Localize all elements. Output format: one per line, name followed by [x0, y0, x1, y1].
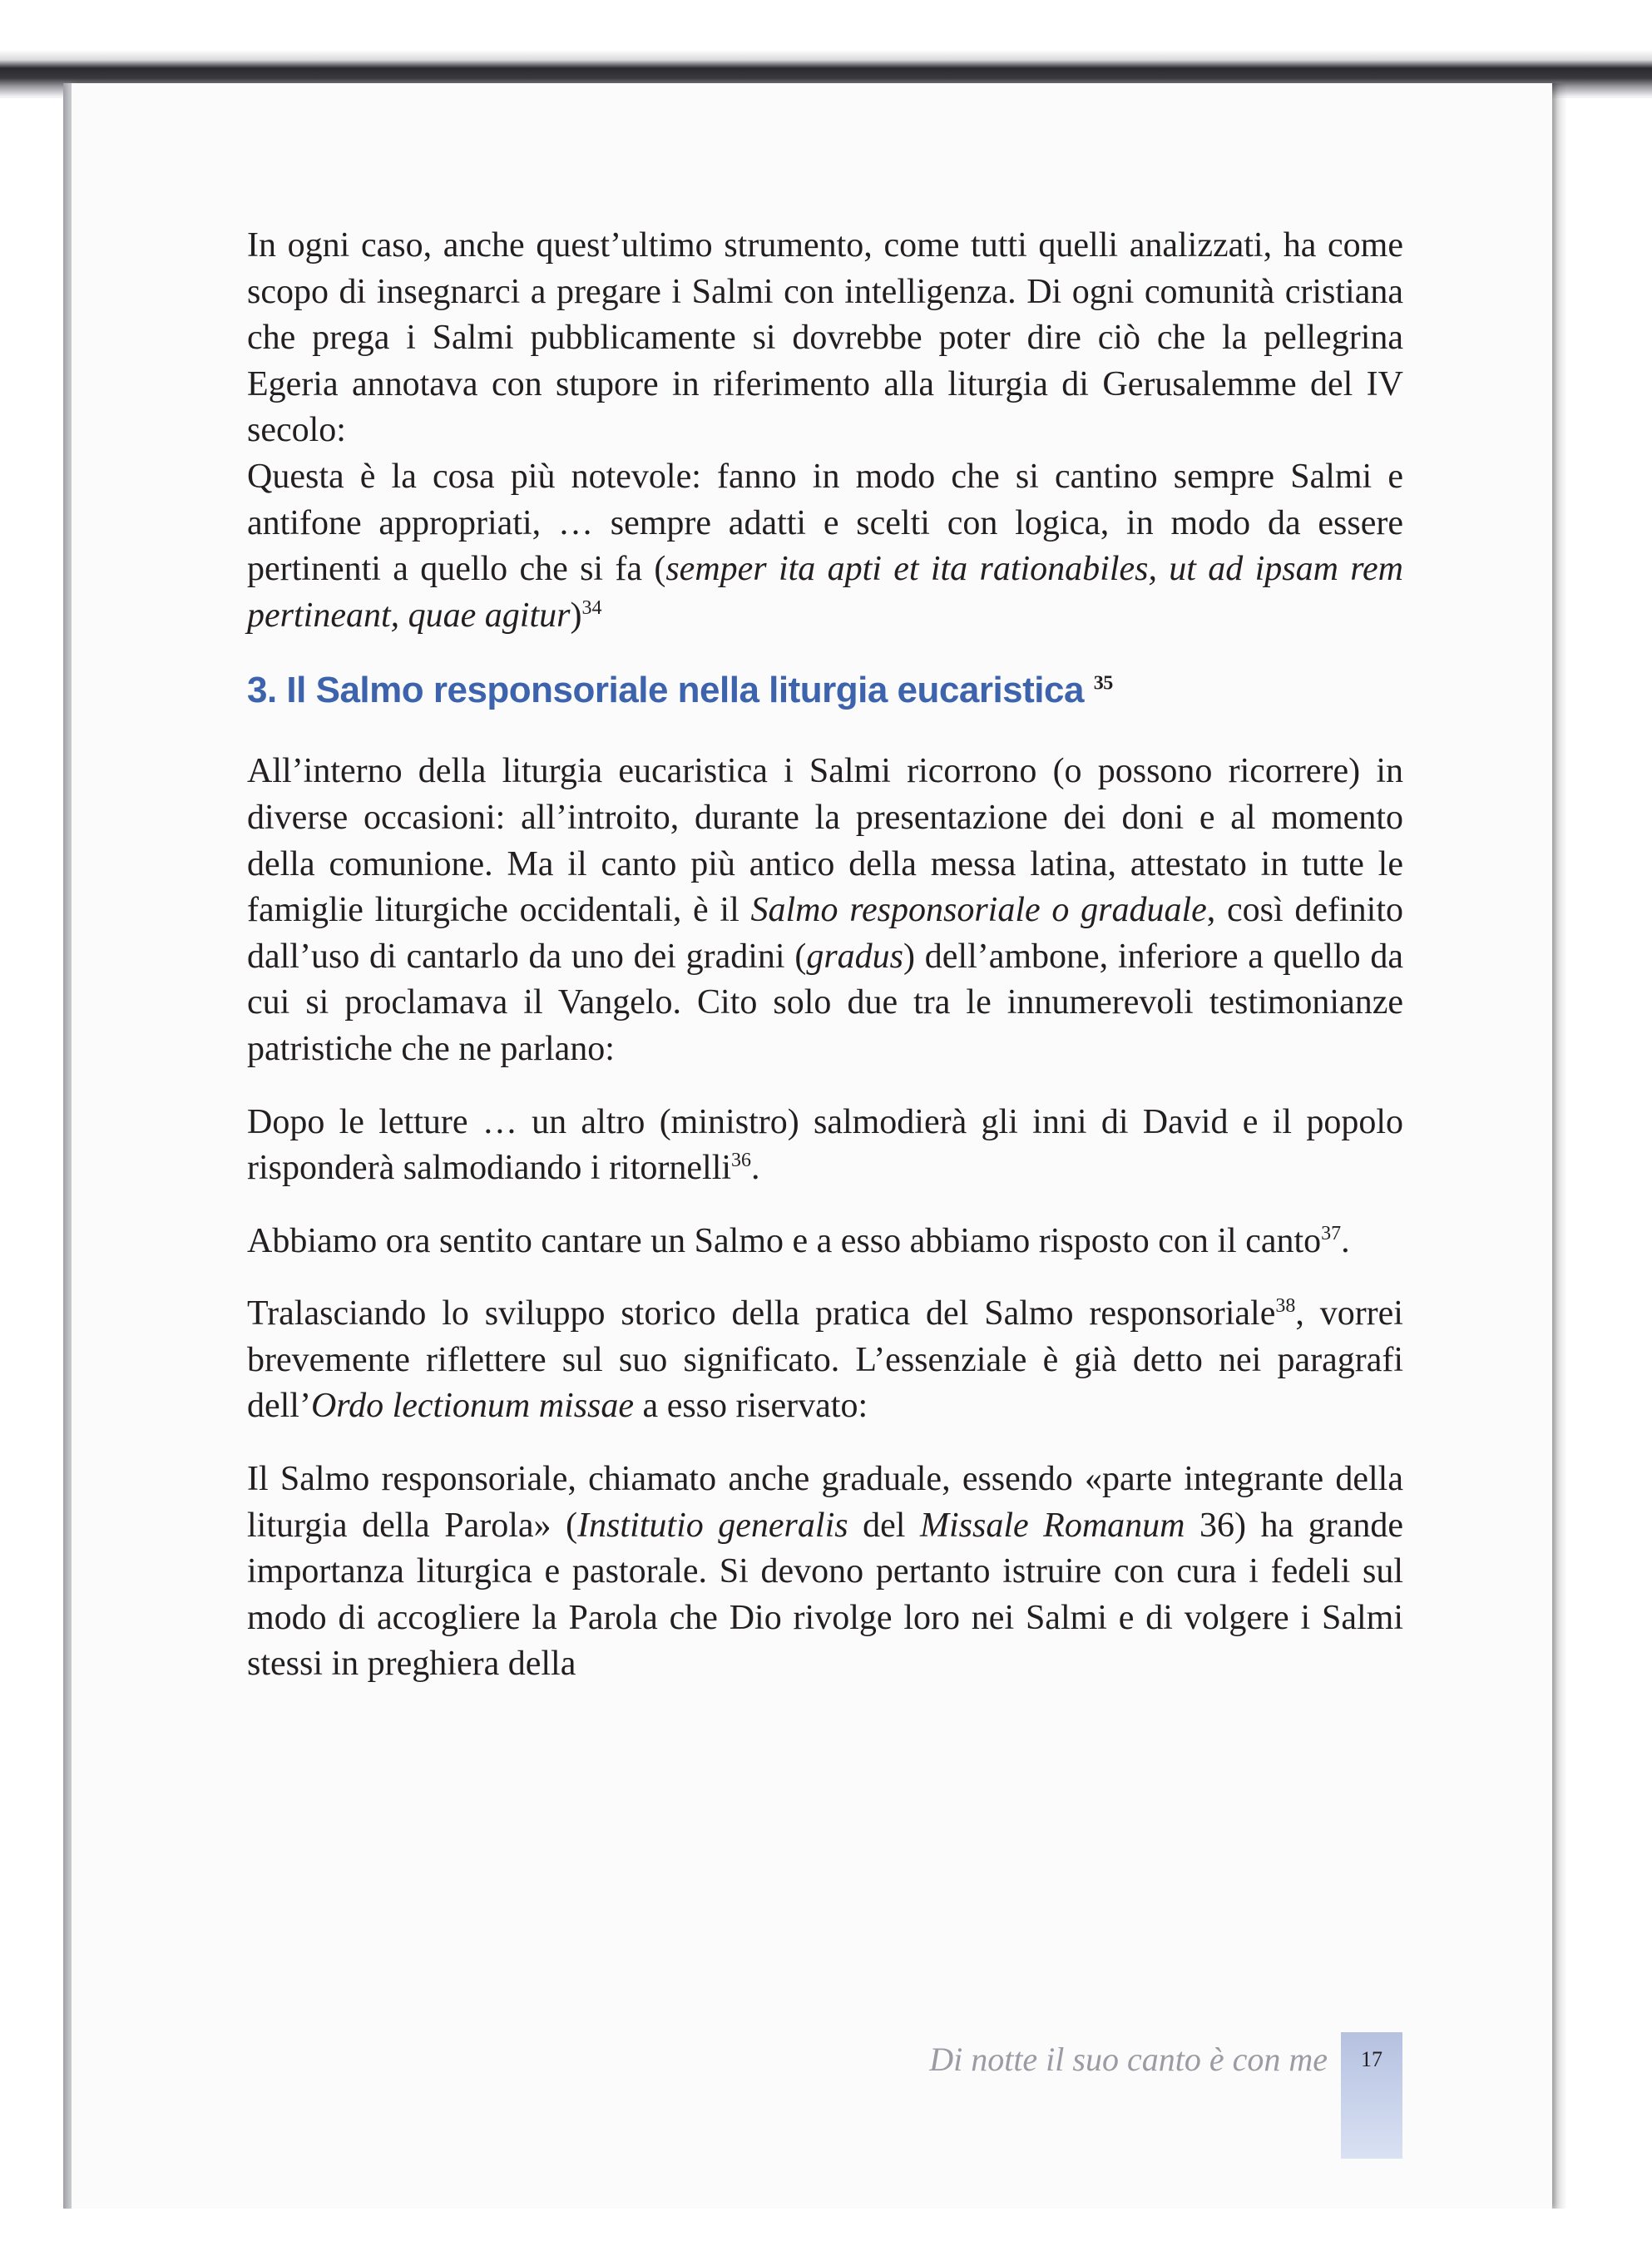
paragraph-intro: In ogni caso, anche quest’ultimo strumento, come tutti quelli analizzati, ha come scopo di insegnarci a pregare i Salmi con intelligenza. Di ogni comunità cristiana che prega i Salmi pubblicamente si dovrebbe poter dire ciò che la pellegrina Egeria annotava con stupore in riferimento alla liturgia di Gerusalemme del IV secolo: — [247, 226, 1403, 450]
page-content — [247, 223, 1403, 1688]
page-number: 17 — [1361, 2047, 1382, 2071]
footnote-ref-35: 35 — [1093, 672, 1113, 695]
paragraph-eucharist: All’interno della liturgia eucaristica i Salmi ricorrono (o possono ricorrere) in diverse occasioni: all’introito, durante la presentazione dei doni e al momento della comunione. Ma il canto più antico della messa latina, attestato in tutte le famiglie liturgiche occidentali, è il Salmo responsoriale o graduale, così definito dall’uso di cantarlo da uno dei gradini (gradus) dell’ambone, inferiore a quello da cui si proclamava il Vangelo. Cito solo due tra le innumerevoli testimonianze patristiche che ne parlano: — [247, 752, 1404, 1068]
quote-readings: Dopo le letture … un altro (ministro) salmodierà gli inni di David e il popolo risponderà salmodiando i ritornelli$^{36}$. — [247, 1102, 1403, 1188]
quote-ordo: Il Salmo responsoriale, chiamato anche graduale, essendo «parte integrante della liturgia della Parola» (Institutio generalis del Missale Romanum 36) ha grande importanza liturgica e pastorale. Si devono pertanto istruire con cura i fedeli sul modo di accogliere la Parola che Dio rivolge loro nei Salmi e di volgere i Salmi stessi in preghiera della — [247, 1460, 1404, 1684]
scan-bottom-margin — [0, 2209, 1652, 2251]
page-edge-shadow — [1552, 83, 1567, 2209]
quote-egeria: Questa è la cosa più notevole: fanno in modo che si cantino sempre Salmi e antifone appropriati, … sempre adatti e scelti con logica, in modo da essere pertinenti a quello che si fa (semper ita apti et ita rationabiles, ut ad ipsam rem pertineant, quae agitur)$^{34}$ — [247, 457, 1403, 635]
footnote-ref-34: 34 — [581, 596, 602, 619]
footnote-ref-37: 37 — [1321, 1222, 1342, 1244]
footnote-ref-36: 36 — [731, 1150, 752, 1172]
latin-citation: semper ita apti et ita rationabiles, ut ad ipsam rem pertineant, quae agitur — [247, 550, 1403, 635]
quote-psalm-sung: Abbiamo ora sentito cantare un Salmo e a esso abbiamo risposto con il canto$^{37}$. — [247, 1221, 1350, 1260]
page-number-tab — [1341, 2032, 1402, 2159]
section-heading: 3. Il Salmo responsoriale nella liturgia eucaristica $^{35}$ — [247, 670, 1113, 711]
paragraph-responsorial: Tralasciando lo sviluppo storico della pratica del Salmo responsoriale$^{38}$, vorrei brevemente riflettere sul suo significato. L’essenziale è già detto nei paragrafi dell’Ordo lectionum missae a esso riservato: — [247, 1294, 1403, 1426]
running-title: Di notte il suo canto è con me — [929, 2041, 1328, 2078]
footnote-ref-38: 38 — [1275, 1295, 1296, 1318]
